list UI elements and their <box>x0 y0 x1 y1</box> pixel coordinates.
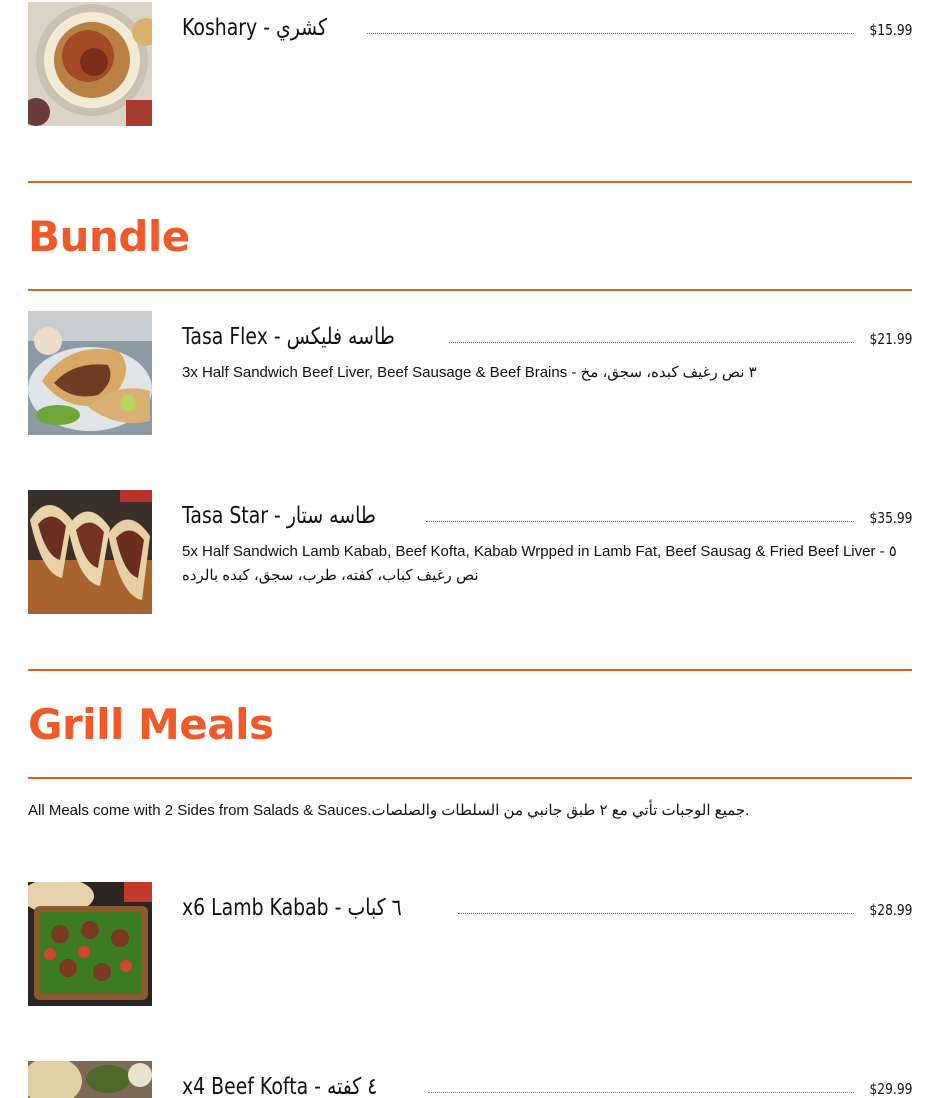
menu-item-koshary[interactable] <box>28 2 912 126</box>
section-title-bundle: Bundle <box>28 212 190 261</box>
item-name: Tasa Flex - طاسه فليكس <box>182 324 395 350</box>
tasa-star-image <box>28 490 152 614</box>
dotted-leader <box>426 521 853 522</box>
section-title-grill-meals: Grill Meals <box>28 700 274 749</box>
tasa-flex-image <box>28 311 152 435</box>
item-price: $21.99 <box>868 330 912 348</box>
section-divider <box>28 669 912 671</box>
dotted-leader <box>367 33 854 34</box>
item-name: x4 Beef Kofta - ٤ كفته <box>182 1074 378 1098</box>
item-description: 5x Half Sandwich Lamb Kabab, Beef Kofta, Kabab Wrpped in Lamb Fat, Beef Sausag & Fried Beef Liver - ٥ نص رغيف كباب، كفته، طرب، سجق، كبده بالرده <box>182 543 897 584</box>
item-description: 3x Half Sandwich Beef Liver, Beef Sausage & Beef Brains - ٣ نص رغيف كبده، سجق، مخ <box>182 364 757 381</box>
section-divider <box>28 777 912 779</box>
koshary-image <box>28 2 152 126</box>
menu-item-tasa-star[interactable] <box>28 490 912 614</box>
dotted-leader <box>449 342 853 343</box>
menu-item-tasa-flex[interactable] <box>28 311 912 435</box>
section-divider <box>28 289 912 291</box>
item-name: Tasa Star - طاسه ستار <box>182 503 376 529</box>
item-name: x6 Lamb Kabab - ٦ كباب <box>182 895 402 921</box>
menu-item-beef-kofta[interactable] <box>28 1061 912 1098</box>
lamb-kabab-image <box>28 882 152 1006</box>
dotted-leader <box>458 913 853 914</box>
section-note: All Meals come with 2 Sides from Salads & Sauces.جميع الوجبات تأتي مع ٢ طبق جانبي من السلطات والصلصات. <box>28 802 750 819</box>
item-name: Koshary - كشري <box>182 15 327 41</box>
item-price: $15.99 <box>868 21 912 39</box>
dotted-leader <box>428 1092 853 1093</box>
item-price: $28.99 <box>868 901 912 919</box>
item-price: $29.99 <box>868 1080 912 1098</box>
item-price: $35.99 <box>868 509 912 527</box>
beef-kofta-image <box>28 1061 152 1098</box>
section-divider <box>28 181 912 183</box>
menu-item-lamb-kabab[interactable] <box>28 882 912 1006</box>
